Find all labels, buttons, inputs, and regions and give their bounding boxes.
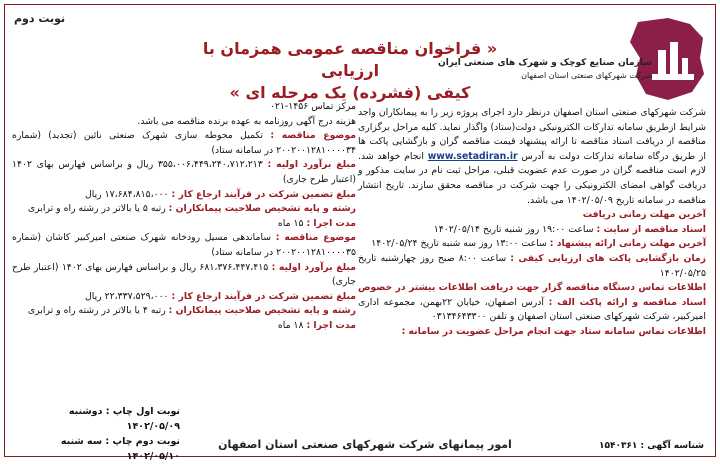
print-dates [30, 404, 180, 464]
tender1-guarantee-label: مبلغ تضمین شرکت در فرآیند ارجاع کار : [171, 188, 356, 200]
round-label: نوبت دوم [14, 12, 66, 25]
tender2-duration-value: ۱۸ ماه [277, 319, 304, 331]
tender2-guarantee-value: ۲۲،۳۳۷،۵۲۹،۰۰۰ ریال [85, 290, 169, 302]
tender1-duration-label: مدت اجرا : [306, 217, 356, 229]
title-line-1: « فراخوان مناقصه عمومی همزمان با ارزیابی [202, 39, 498, 80]
contact-value: آدرس اصفهان، خیابان ۲۲بهمن، مجموعه اداری امیرکبیر، شرکت شهرکهای صنعتی استان اصفهان و تلفن ۰۳۱۳۴۶۴۳۳۰۰ [358, 296, 706, 323]
tender2-guarantee-label: مبلغ تضمین شرکت در فرآیند ارجاع کار : [171, 290, 356, 302]
tender2-grade-value: رتبه ۴ یا بالاتر در رشته راه و ترابری [27, 305, 166, 317]
title-line-2: کیفی (فشرده) یک مرحله ای » [229, 83, 471, 102]
tender1-guarantee-value: ۱۷،۶۸۴،۸۱۵،۰۰۰ ریال [85, 188, 169, 200]
opening-label: زمان بازگشایی پاکت های ارزیابی کیفی : [510, 252, 706, 264]
tender1-subject-label: موضوع مناقصه : [270, 130, 357, 142]
tender1-grade-label: رشته و پایه تشخیص صلاحیت پیمانکاران : [168, 203, 356, 215]
tender1-duration-value: ۱۵ ماه [277, 217, 304, 229]
tender1-estimate-value: ۳۵۵،۰۰۶،۴۴۹،۲۴۰،۷۱۲،۲۱۳ ریال و براساس فهارس بهای ۱۴۰۲ (اعتبار طرح جاری) [12, 159, 356, 185]
intro-continued: انجام خواهد شد. لازم است مناقصه گران در صورت عدم عضویت قبلی، مراحل ثبت نام در سایت مذکور و دریافت گواهی امضای الکترونیکی را جهت شرکت در مناقصه محقق سازند. تاریخ انتشار مناقصه در سامانه تاریخ ۱۴۰۲/۰۵/۰۹ می باشد. [358, 150, 706, 206]
tender2-estimate-value: ۶۸۱،۳۷۶،۴۴۷،۴۱۵ ریال و براساس فهارس بهای ۱۴۰۲ (اعتبار طرح جاری) [12, 261, 356, 288]
footer-signature: امور پیمانهای شرکت شهرکهای صنعتی استان اصفهان [218, 438, 512, 451]
offer-label: آخرین مهلت زمانی ارائه پیشنهاد : [549, 238, 706, 250]
opening-value: ساعت ۸:۰۰ صبح روز چهارشنبه تاریخ ۱۴۰۲/۰۵/۲۵ [358, 252, 706, 279]
ad-fee-note: هزینه درج آگهی روزنامه به عهده برنده مناقصه می باشد. [137, 115, 356, 127]
contact-heading: اطلاعات تماس دستگاه مناقصه گزار جهت دریافت اطلاعات بیشتر در خصوص اسناد مناقصه و ارائه پاکت الف : [358, 282, 707, 308]
call-center: مرکز تماس ۱۴۵۶-۰۲۱ [269, 101, 356, 112]
tender2-duration-label: مدت اجرا : [306, 319, 356, 331]
tender2-grade-label: رشته و پایه تشخیص صلاحیت پیمانکاران : [168, 305, 356, 317]
docs-value: ساعت ۱۹:۰۰ روز شنبه تاریخ ۱۴۰۲/۰۵/۱۴ [433, 223, 594, 235]
tender1-subject-value: تکمیل محوطه سازی شهرک صنعتی نائین (تجدید) (شماره ۲۰۰۲۰۰۱۲۸۱۰۰۰۰۳۴ در سامانه ستاد) [12, 130, 356, 156]
left-column [12, 100, 356, 334]
docs-label: اسناد مناقصه از سایت : [596, 223, 706, 235]
intro-text: شرکت شهرکهای صنعتی استان اصفهان درنظر دارد اجرای پروژه زیر را به پیمانکاران واجد شرایط ازطریق سامانه تدارکات الکترونیکی دولت(ستاد) واگذار نماید. کلیه مراحل برگزاری مناقصه از دریافت اسناد مناقصه تا ارائه پیشنهاد قیمت مناقصه گران و بازگشایی پاکت ها از طریق درگاه سامانه تدارکات دولت به آدرس [358, 107, 706, 162]
right-column [358, 106, 706, 340]
organization-name: سازمان صنایع کوچک و شهرک های صنعتی ایران [438, 58, 652, 68]
tender1-grade-value: رتبه ۵ یا بالاتر در رشته راه و ترابری [27, 203, 166, 215]
tender2-subject-label: موضوع مناقصه : [275, 232, 356, 244]
setad-heading: اطلاعات تماس سامانه ستاد جهت انجام مراحل عضویت در سامانه : [401, 325, 706, 337]
first-print-date: نوبت اول چاپ : دوشنبه ۱۴۰۲/۰۵/۰۹ [68, 406, 180, 432]
second-print-date: نوبت دوم چاپ : سه شنبه ۱۴۰۲/۰۵/۱۰ [60, 436, 180, 462]
tender1-estimate-label: مبلغ برآورد اولیه : [267, 159, 356, 171]
organization-subsidiary: شرکت شهرکهای صنعتی استان اصفهان [521, 71, 652, 80]
tender-id: شناسه آگهی : ۱۵۴۰۳۶۱ [598, 441, 704, 451]
deadline-heading: آخرین مهلت زمانی دریافت [582, 209, 706, 221]
offer-value: ساعت ۱۳:۰۰ روز سه شنبه تاریخ ۱۴۰۲/۰۵/۲۴ [371, 238, 547, 250]
tender2-subject-value: ساماندهی مسیل رودخانه شهرک صنعتی امیرکبیر کاشان (شماره ۲۰۰۲۰۰۱۲۸۱۰۰۰۰۳۵ در سامانه ستاد) [12, 232, 356, 258]
website-link[interactable]: www.setadiran.ir [427, 150, 518, 162]
tender2-estimate-label: مبلغ برآورد اولیه : [271, 261, 356, 273]
ad-header [200, 38, 500, 104]
